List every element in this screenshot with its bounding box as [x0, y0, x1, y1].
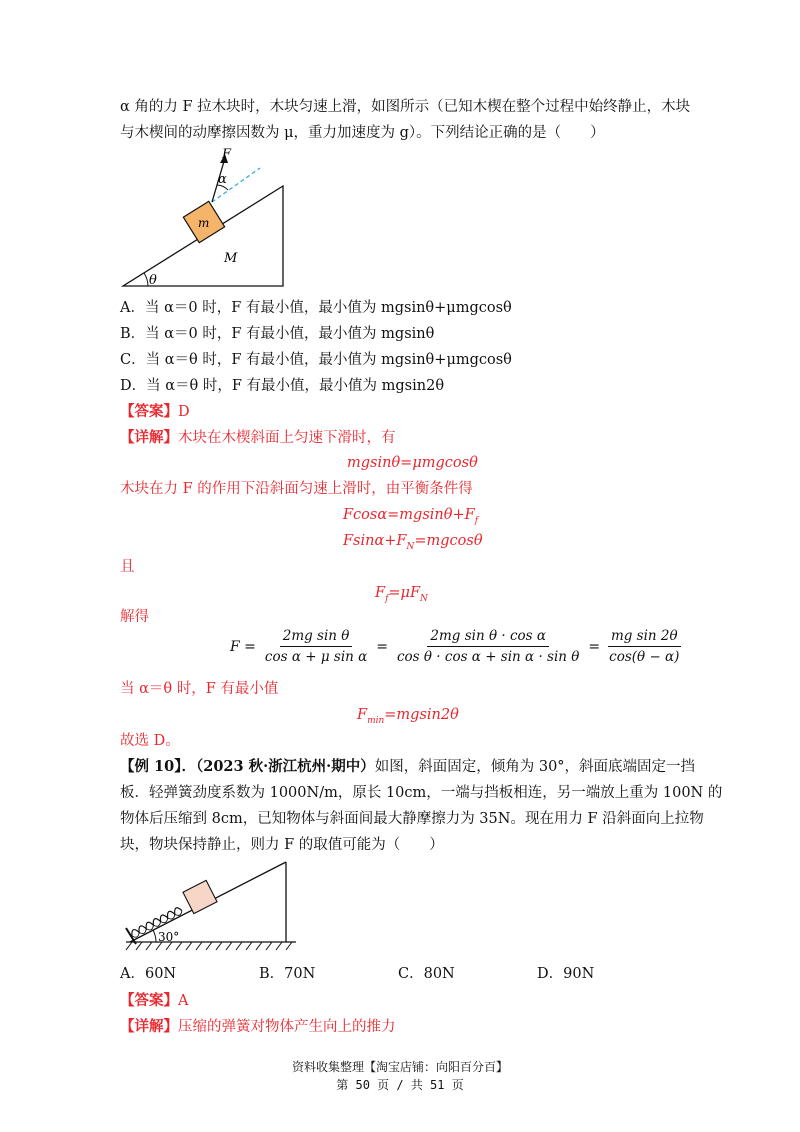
- detail-1-text-6: 故选 D。: [120, 733, 180, 749]
- fraction-equation: [230, 628, 682, 665]
- example-10-line-1: 【例 10】．（2023 秋·浙江杭州·期中）如图，斜面固定，倾角为 30°，斜面底端固定一挡: [120, 758, 696, 775]
- fraction-2: $\frac{\text{2mg sin θ · cos α}}{\text{cos θ · cos α + sin α · sin θ}}$: [396, 628, 580, 665]
- detail-eq-2: $Fcos\alpha=mgsin\theta+F_f$: [343, 507, 479, 526]
- detail-1-text-4: 解得: [120, 609, 149, 625]
- angle-arc: [153, 930, 156, 942]
- option-c: C．当 α＝θ 时，F 有最小值，最小值为 mgsinθ+μmgcosθ: [120, 352, 512, 368]
- option-a: A．当 α＝0 时，F 有最小值，最小值为 mgsinθ+μmgcosθ: [120, 300, 512, 316]
- detail-1-text-5: 当 α＝θ 时，F 有最小值: [120, 681, 279, 697]
- answer-1: [120, 401, 190, 423]
- option-b: B．当 α＝0 时，F 有最小值，最小值为 mgsinθ: [120, 326, 435, 342]
- ground-hatching: [126, 942, 292, 950]
- example-10-label: 【例 10】．（2023 秋·浙江杭州·期中）: [120, 758, 375, 775]
- fraction-1: $\frac{\text{2mg sin θ}}{\text{cos α + μ sin α}}$: [264, 628, 368, 665]
- fraction-lhs: F =: [230, 638, 256, 655]
- detail-eq-5: $F_{min}=mgsin2\theta$: [357, 707, 459, 726]
- answer-2: [120, 990, 188, 1012]
- intro-line-2: 与木楔间的动摩擦因数为 μ，重力加速度为 g）。下列结论正确的是（ ）: [120, 125, 605, 141]
- option2-d: D．90N: [537, 966, 595, 982]
- detail-1-text-1: 木块在木楔斜面上匀速下滑时，有: [178, 430, 396, 446]
- wedge-figure: [118, 146, 298, 292]
- option2-c: C．80N: [398, 966, 455, 982]
- eq-sign-2: =: [588, 638, 601, 655]
- wedge-label: M: [224, 251, 238, 266]
- detail-eq-1: mgsinθ=μmgcosθ: [347, 455, 478, 471]
- detail-1-text-3: 且: [120, 559, 135, 575]
- detail-2: 【详解】压缩的弹簧对物体产生向上的推力: [120, 1018, 396, 1035]
- answer-2-label: 【答案】: [120, 992, 178, 1009]
- option-d: D．当 α＝θ 时，F 有最小值，最小值为 mgsin2θ: [120, 378, 445, 394]
- answer-1-label: 【答案】: [120, 403, 178, 420]
- angle-label: 30°: [158, 930, 180, 944]
- eq-sign-1: =: [376, 638, 388, 655]
- force-label: F: [222, 147, 232, 162]
- example-10-line-4: 块，物块保持静止，则力 F 的取值可能为（ ）: [120, 837, 444, 853]
- answer-1-value: D: [178, 404, 190, 420]
- detail-2-label: 【详解】: [120, 1018, 178, 1035]
- detail-eq-3: $Fsin\alpha+F_N=mgcos\theta$: [343, 533, 483, 552]
- block-2: [183, 880, 217, 913]
- detail-1-line-1: [120, 427, 396, 449]
- block-label: m: [198, 216, 210, 230]
- spring-incline-figure: [118, 858, 308, 954]
- footer-source: 资料收集整理【淘宝店铺：向阳百分百】: [291, 1060, 508, 1074]
- alpha-label: α: [218, 172, 227, 187]
- option2-a: A．60N: [120, 966, 177, 982]
- theta-arc: [144, 273, 148, 286]
- detail-1-text-2: 木块在力 F 的作用下沿斜面匀速上滑时，由平衡条件得: [120, 481, 473, 497]
- example-10-line-3: 物体后压缩到 8cm，已知物体与斜面间最大静摩擦力为 35N。现在用力 F 沿斜面向上拉物: [120, 811, 704, 827]
- intro-line-1: α 角的力 F 拉木块时，木块匀速上滑，如图所示（已知木楔在整个过程中始终静止，木块: [120, 99, 691, 115]
- footer-page: 第 50 页 / 共 51 页: [336, 1078, 464, 1092]
- detail-1-label: 【详解】: [120, 429, 178, 446]
- option2-b: B．70N: [259, 966, 316, 982]
- theta-label: θ: [149, 273, 157, 288]
- detail-eq-4: $F_f=\mu F_N$: [375, 585, 428, 604]
- answer-2-value: A: [178, 993, 189, 1009]
- example-10-line-2: 板．轻弹簧劲度系数为 1000N/m，原长 10cm，一端与挡板相连，另一端放上重为 100N 的: [120, 785, 723, 801]
- fraction-3: $\frac{\text{mg sin 2θ}}{\cos(\theta - \alpha)}$: [609, 628, 680, 665]
